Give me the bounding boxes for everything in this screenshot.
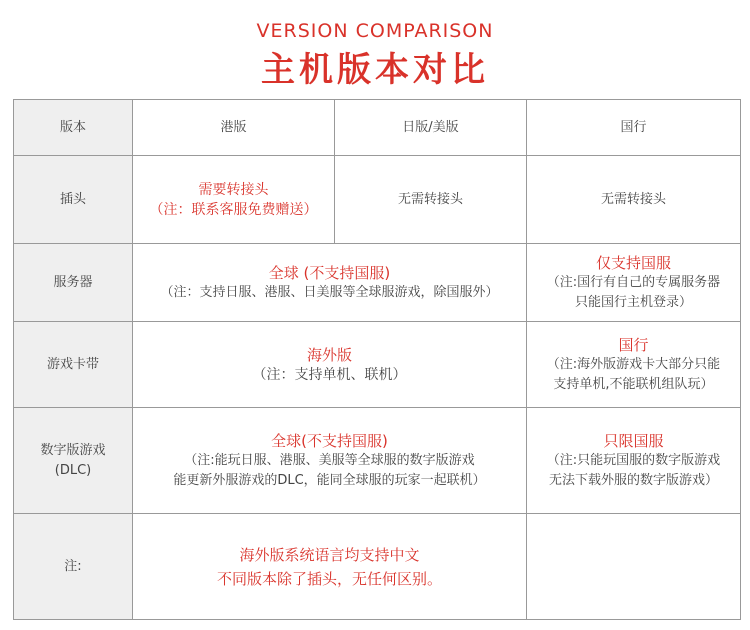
cell-server-foreign — [133, 244, 527, 322]
cell-dlc-cn — [527, 408, 741, 514]
cell-note — [133, 514, 527, 620]
row-label-server: 服务器 — [14, 244, 133, 322]
dlc-cn-note-line2: 无法下载外服的数字版游戏） — [548, 472, 718, 488]
row-label-plug: 插头 — [14, 156, 133, 244]
server-cn-note-line2: 只能国行主机登录） — [574, 294, 692, 310]
table-row-plug — [14, 156, 741, 244]
plug-hk-line2: （注：联系客服免费赠送） — [149, 201, 318, 218]
page-title: 主机版本对比 — [261, 50, 489, 90]
row-label-cartridge: 游戏卡带 — [14, 322, 133, 408]
server-foreign-title: 全球 (不支持国服) — [268, 263, 391, 282]
cartridge-cn-note-line2: 支持单机,不能联机组队玩） — [553, 376, 714, 392]
row-label-note: 注: — [14, 514, 133, 620]
dlc-label-line2: (DLC) — [54, 462, 92, 478]
col-header-version: 版本 — [14, 100, 133, 156]
table-row-note — [14, 514, 741, 620]
table-row-dlc — [14, 408, 741, 514]
server-cn-title: 仅支持国服 — [595, 253, 671, 272]
cell-cartridge-cn — [527, 322, 741, 408]
cell-dlc-foreign — [133, 408, 527, 514]
cartridge-cn-title: 国行 — [618, 335, 649, 354]
dlc-cn-title: 只限国服 — [603, 431, 664, 450]
dlc-label-line1: 数字版游戏 — [40, 442, 106, 458]
dlc-foreign-title: 全球(不支持国服) — [271, 431, 388, 450]
cell-plug-cn: 无需转接头 — [527, 156, 741, 244]
server-foreign-note: （注：支持日服、港服、日美服等全球服游戏，除国服外） — [160, 284, 499, 300]
col-header-hk: 港版 — [133, 100, 335, 156]
page-subtitle: VERSION COMPARISON — [256, 20, 494, 42]
table-row-server — [14, 244, 741, 322]
note-line1: 海外版系统语言均支持中文 — [239, 545, 420, 564]
dlc-foreign-note-line1: （注:能玩日服、港服、美服等全球服的数字版游戏 — [184, 452, 475, 468]
table-header-row — [14, 100, 741, 156]
server-cn-note-line1: （注:国行有自己的专属服务器 — [546, 274, 721, 290]
dlc-cn-note-line1: （注:只能玩国服的数字版游戏 — [546, 452, 721, 468]
cartridge-foreign-note: （注：支持单机、联机） — [252, 366, 407, 383]
row-label-dlc — [14, 408, 133, 514]
plug-hk-line1: 需要转接头 — [198, 181, 269, 198]
col-header-cn: 国行 — [527, 100, 741, 156]
cell-note-empty — [527, 514, 741, 620]
note-line2: 不同版本除了插头，无任何区别。 — [216, 569, 442, 588]
col-header-jpus: 日版/美版 — [335, 100, 527, 156]
cell-server-cn — [527, 244, 741, 322]
comparison-table — [13, 99, 741, 620]
cell-plug-hk — [133, 156, 335, 244]
cell-cartridge-foreign — [133, 322, 527, 408]
cartridge-cn-note-line1: （注:海外版游戏卡大部分只能 — [546, 356, 721, 372]
dlc-foreign-note-line2: 能更新外服游戏的DLC，能同全球服的玩家一起联机） — [173, 472, 486, 488]
cell-plug-jpus: 无需转接头 — [335, 156, 527, 244]
cartridge-foreign-title: 海外版 — [306, 345, 352, 364]
table-row-cartridge — [14, 322, 741, 408]
